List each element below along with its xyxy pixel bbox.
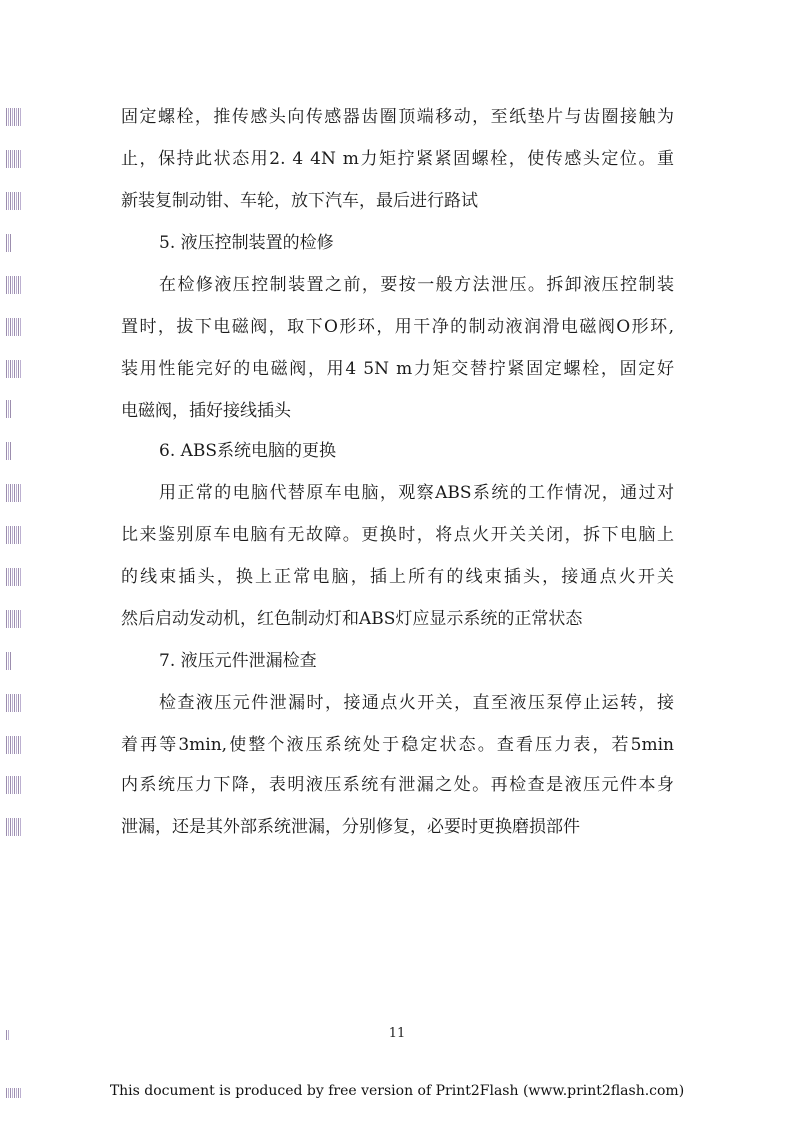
- footer-note: This document is produced by free version of Print2Flash (www.print2flash.com): [109, 1083, 685, 1099]
- body-line: 止，保持此状态用2. 4 4N m力矩拧紧紧固螺栓，使传感头定位。重: [121, 149, 674, 169]
- body-line: 固定螺栓，推传感头向传感器齿圈顶端移动，至纸垫片与齿圈接触为: [121, 107, 674, 127]
- margin-artifact: [6, 360, 22, 378]
- body-line: 检查液压元件泄漏时，接通点火开关，直至液压泵停止运转，接: [159, 693, 674, 713]
- margin-artifact: [6, 400, 12, 418]
- section-heading: 5. 液压控制装置的检修: [159, 233, 334, 253]
- margin-artifact: [6, 234, 12, 252]
- margin-artifact: [6, 610, 22, 628]
- body-line: 装用性能完好的电磁阀，用4 5N m力矩交替拧紧固定螺栓，固定好: [121, 359, 674, 379]
- margin-artifact: [6, 150, 22, 168]
- body-line: 用正常的电脑代替原车电脑，观察ABS系统的工作情况，通过对: [159, 483, 674, 503]
- margin-artifact: [6, 818, 22, 836]
- margin-artifact: [6, 568, 22, 586]
- body-line: 置时，拔下电磁阀，取下O形环，用干净的制动液润滑电磁阀O形环,: [121, 317, 674, 337]
- margin-artifact: [6, 318, 22, 336]
- body-line: 着再等3min,使整个液压系统处于稳定状态。查看压力表，若5min: [121, 735, 674, 755]
- margin-artifact: [6, 736, 22, 754]
- margin-artifact: [6, 484, 22, 502]
- body-line: 的线束插头，换上正常电脑，插上所有的线束插头，接通点火开关: [121, 567, 674, 587]
- margin-artifact: [6, 776, 22, 794]
- margin-artifact: [6, 652, 12, 670]
- body-line: 内系统压力下降，表明液压系统有泄漏之处。再检查是液压元件本身: [121, 775, 674, 795]
- body-line: 在检修液压控制装置之前，要按一般方法泄压。拆卸液压控制装: [159, 275, 674, 295]
- body-line: 比来鉴别原车电脑有无故障。更换时，将点火开关关闭，拆下电脑上: [121, 525, 674, 545]
- margin-artifact: [6, 192, 22, 210]
- margin-artifact: [6, 108, 22, 126]
- body-line: 泄漏，还是其外部系统泄漏，分别修复，必要时更换磨损部件: [121, 817, 580, 837]
- page-number: 11: [388, 1026, 406, 1041]
- body-line: 电磁阀，插好接线插头: [121, 401, 291, 421]
- body-line: 然后启动发动机，红色制动灯和ABS灯应显示系统的正常状态: [121, 609, 583, 629]
- margin-artifact: [6, 276, 22, 294]
- margin-artifact: [6, 694, 22, 712]
- margin-artifact: [6, 526, 22, 544]
- body-line: 新装复制动钳、车轮，放下汽车，最后进行路试: [121, 191, 478, 211]
- margin-artifact: [6, 442, 12, 460]
- section-heading: 7. 液压元件泄漏检查: [159, 651, 317, 671]
- section-heading: 6. ABS系统电脑的更换: [159, 441, 337, 461]
